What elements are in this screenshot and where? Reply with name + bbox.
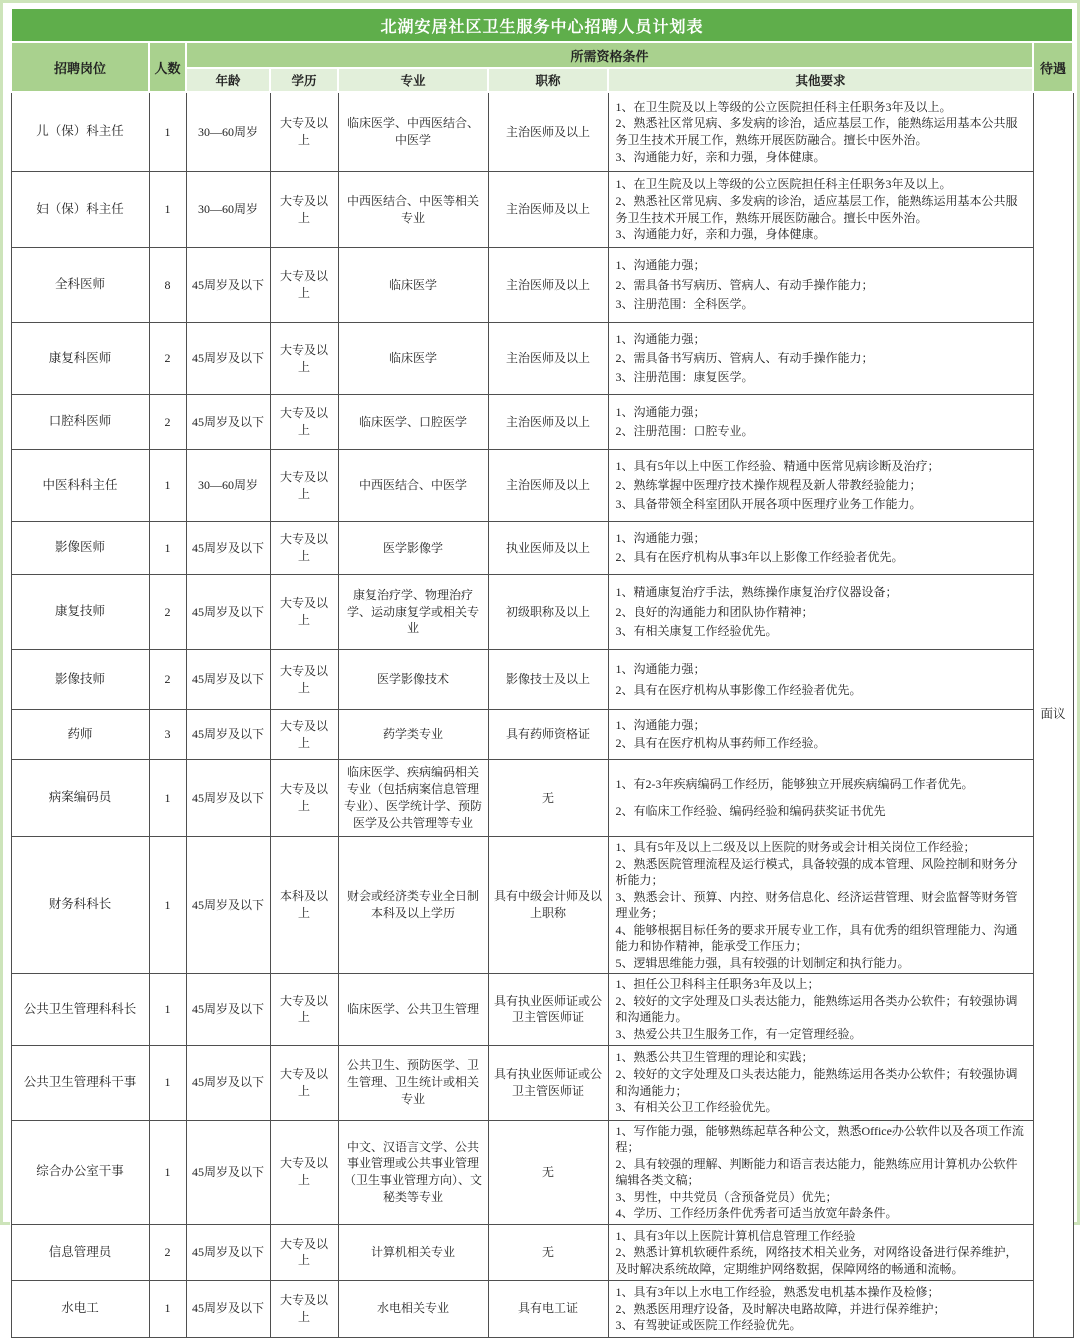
job-title-cell: 具有药师资格证 bbox=[488, 710, 608, 760]
count-cell: 2 bbox=[149, 323, 186, 395]
requirement-line: 1、具有3年以上水电工作经验，熟悉发电机基本操作及检修； bbox=[615, 1285, 940, 1300]
header-row-main bbox=[11, 42, 1073, 68]
requirement-line: 2、较好的文字处理及口头表达能力，能熟练运用各类办公软件；有较强协调和沟通能力。 bbox=[615, 993, 1018, 1025]
requirement-line: 1、沟通能力强； bbox=[615, 531, 706, 546]
requirements-cell bbox=[608, 248, 1033, 323]
table-row bbox=[11, 522, 1073, 575]
job-title-cell: 主治医师及以上 bbox=[488, 395, 608, 450]
table-row bbox=[11, 974, 1073, 1045]
education-cell: 大专及以上 bbox=[270, 1224, 338, 1280]
education-cell: 大专及以上 bbox=[270, 395, 338, 450]
requirement-line: 2、具有在医疗机构从事3年以上影像工作经验者优先。 bbox=[615, 550, 904, 565]
table-row bbox=[11, 1280, 1073, 1337]
education-cell: 大专及以上 bbox=[270, 450, 338, 522]
requirement-line: 4、学历、工作经历条件优秀者可适当放宽年龄条件。 bbox=[615, 1206, 898, 1221]
age-cell: 45周岁及以下 bbox=[186, 760, 270, 837]
position-cell: 康复技师 bbox=[11, 575, 149, 650]
requirement-line: 2、良好的沟通能力和团队协作精神； bbox=[615, 604, 814, 619]
count-cell: 1 bbox=[149, 450, 186, 522]
age-cell: 45周岁及以下 bbox=[186, 248, 270, 323]
count-cell: 2 bbox=[149, 650, 186, 710]
requirement-line: 1、精通康复治疗手法，熟练操作康复治疗仪器设备； bbox=[615, 585, 898, 600]
education-cell: 大专及以上 bbox=[270, 522, 338, 575]
col-header-position: 招聘岗位 bbox=[11, 42, 149, 92]
requirements-cell bbox=[608, 1224, 1033, 1280]
position-cell: 水电工 bbox=[11, 1280, 149, 1337]
position-cell: 口腔科医师 bbox=[11, 395, 149, 450]
major-cell: 康复治疗学、物理治疗学、运动康复学或相关专业 bbox=[338, 575, 488, 650]
job-title-cell: 初级职称及以上 bbox=[488, 575, 608, 650]
education-cell: 大专及以上 bbox=[270, 323, 338, 395]
requirement-line: 1、具有5年以上中医工作经验、精通中医常见病诊断及治疗； bbox=[615, 459, 940, 474]
col-header-count: 人数 bbox=[149, 42, 186, 92]
table-row bbox=[11, 1120, 1073, 1224]
education-cell: 大专及以上 bbox=[270, 1120, 338, 1224]
requirement-line: 3、注册范围：康复医学。 bbox=[615, 370, 754, 385]
requirement-line: 2、注册范围：口腔专业。 bbox=[615, 424, 754, 439]
education-cell: 大专及以上 bbox=[270, 760, 338, 837]
treatment-value: 面议 bbox=[1033, 92, 1073, 1337]
age-cell: 45周岁及以下 bbox=[186, 323, 270, 395]
requirement-line: 2、需具备书写病历、管病人、有动手操作能力； bbox=[615, 277, 874, 292]
requirement-line: 2、需具备书写病历、管病人、有动手操作能力； bbox=[615, 351, 874, 366]
position-cell: 信息管理员 bbox=[11, 1224, 149, 1280]
col-header-job-title: 职称 bbox=[488, 68, 608, 92]
education-cell: 本科及以上 bbox=[270, 837, 338, 974]
requirement-line: 3、有相关公卫工作经验优先。 bbox=[615, 1100, 778, 1115]
table-row bbox=[11, 760, 1073, 837]
position-cell: 公共卫生管理科干事 bbox=[11, 1045, 149, 1120]
education-cell: 大专及以上 bbox=[270, 1280, 338, 1337]
requirements-cell bbox=[608, 450, 1033, 522]
education-cell: 大专及以上 bbox=[270, 172, 338, 248]
position-cell: 药师 bbox=[11, 710, 149, 760]
requirements-cell bbox=[608, 1280, 1033, 1337]
requirements-cell bbox=[608, 650, 1033, 710]
requirement-line: 1、沟通能力强； bbox=[615, 661, 706, 676]
age-cell: 45周岁及以下 bbox=[186, 1224, 270, 1280]
count-cell: 1 bbox=[149, 837, 186, 974]
major-cell: 中西医结合、中医等相关专业 bbox=[338, 172, 488, 248]
requirement-line: 2、熟悉医用理疗设备，及时解决电路故障，并进行保养维护； bbox=[615, 1301, 946, 1316]
requirements-cell bbox=[608, 172, 1033, 248]
major-cell: 中西医结合、中医学 bbox=[338, 450, 488, 522]
requirements-cell bbox=[608, 760, 1033, 837]
education-cell: 大专及以上 bbox=[270, 650, 338, 710]
requirement-line: 1、具有5年及以上二级及以上医院的财务或会计相关岗位工作经验； bbox=[615, 840, 976, 854]
age-cell: 45周岁及以下 bbox=[186, 1120, 270, 1224]
requirement-line: 1、有2-3年疾病编码工作经历，能够独立开展疾病编码工作者优先。 bbox=[615, 777, 974, 792]
recruitment-table bbox=[10, 7, 1074, 1338]
count-cell: 1 bbox=[149, 522, 186, 575]
age-cell: 45周岁及以下 bbox=[186, 710, 270, 760]
education-cell: 大专及以上 bbox=[270, 248, 338, 323]
education-cell: 大专及以上 bbox=[270, 974, 338, 1045]
table-row bbox=[11, 450, 1073, 522]
requirement-line: 2、较好的文字处理及口头表达能力，能熟练运用各类办公软件；有较强协调和沟通能力； bbox=[615, 1067, 1018, 1098]
table-row bbox=[11, 92, 1073, 172]
major-cell: 临床医学、疾病编码相关专业（包括病案信息管理专业）、医学统计学、预防医学及公共管理等专业 bbox=[338, 760, 488, 837]
requirements-cell bbox=[608, 92, 1033, 172]
requirement-line: 1、沟通能力强； bbox=[615, 718, 706, 733]
count-cell: 1 bbox=[149, 92, 186, 172]
requirement-line: 2、熟悉计算机软硬件系统，网络技术相关业务，对网络设备进行保养维护，及时解决系统故障，定期维护网络数据，保障网络的畅通和流畅。 bbox=[615, 1245, 1018, 1276]
requirement-line: 2、熟悉社区常见病、多发病的诊治，适应基层工作，能熟练运用基本公共服务卫生技术开展工作，熟练开展医防融合。擅长中医外治。 bbox=[615, 116, 1018, 147]
job-title-cell: 无 bbox=[488, 1224, 608, 1280]
count-cell: 8 bbox=[149, 248, 186, 323]
requirements-cell bbox=[608, 575, 1033, 650]
job-title-cell: 具有电工证 bbox=[488, 1280, 608, 1337]
col-header-other-requirements: 其他要求 bbox=[608, 68, 1033, 92]
major-cell: 临床医学、口腔医学 bbox=[338, 395, 488, 450]
table-row bbox=[11, 575, 1073, 650]
position-cell: 中医科科主任 bbox=[11, 450, 149, 522]
requirement-line: 3、沟通能力好，亲和力强，身体健康。 bbox=[615, 149, 826, 164]
table-row bbox=[11, 1224, 1073, 1280]
age-cell: 45周岁及以下 bbox=[186, 1280, 270, 1337]
requirement-line: 1、写作能力强，能够熟练起草各种公文，熟悉Office办公软件以及各项工作流程； bbox=[615, 1123, 1024, 1155]
position-cell: 全科医师 bbox=[11, 248, 149, 323]
requirement-line: 4、能够根据目标任务的要求开展专业工作，具有优秀的组织管理能力、沟通能力和协作精神，能承受工作压力； bbox=[615, 922, 1018, 954]
position-cell: 影像医师 bbox=[11, 522, 149, 575]
age-cell: 45周岁及以下 bbox=[186, 522, 270, 575]
age-cell: 45周岁及以下 bbox=[186, 837, 270, 974]
requirement-line: 2、具有在医疗机构从事药师工作经验。 bbox=[615, 736, 826, 751]
requirement-line: 2、有临床工作经验、编码经验和编码获奖证书优先 bbox=[615, 804, 886, 819]
requirements-cell bbox=[608, 1045, 1033, 1120]
job-title-cell: 主治医师及以上 bbox=[488, 248, 608, 323]
requirement-line: 1、沟通能力强； bbox=[615, 258, 706, 273]
col-header-education: 学历 bbox=[270, 68, 338, 92]
requirements-cell bbox=[608, 395, 1033, 450]
table-row bbox=[11, 323, 1073, 395]
requirement-line: 1、担任公卫科科主任职务3年及以上； bbox=[615, 977, 820, 992]
requirement-line: 2、熟悉医院管理流程及运行模式，具备较强的成本管理、风险控制和财务分析能力； bbox=[615, 856, 1018, 888]
job-title-cell: 主治医师及以上 bbox=[488, 92, 608, 172]
job-title-cell: 具有执业医师证或公卫主管医师证 bbox=[488, 1045, 608, 1120]
requirement-line: 2、具有较强的理解、判断能力和语言表达能力，能熟练应用计算机办公软件编辑各类文稿； bbox=[615, 1156, 1018, 1188]
table-row bbox=[11, 650, 1073, 710]
major-cell: 公共卫生、预防医学、卫生管理、卫生统计或相关专业 bbox=[338, 1045, 488, 1120]
position-cell: 康复科医师 bbox=[11, 323, 149, 395]
requirements-cell bbox=[608, 974, 1033, 1045]
major-cell: 中文、汉语言文学、公共事业管理或公共事业管理（卫生事业管理方向）、文秘类等专业 bbox=[338, 1120, 488, 1224]
education-cell: 大专及以上 bbox=[270, 710, 338, 760]
requirements-cell bbox=[608, 837, 1033, 974]
count-cell: 3 bbox=[149, 710, 186, 760]
requirements-cell bbox=[608, 323, 1033, 395]
count-cell: 1 bbox=[149, 1120, 186, 1224]
job-title-cell: 主治医师及以上 bbox=[488, 450, 608, 522]
requirement-line: 1、沟通能力强； bbox=[615, 404, 706, 419]
table-row bbox=[11, 395, 1073, 450]
major-cell: 临床医学 bbox=[338, 323, 488, 395]
requirement-line: 1、在卫生院及以上等级的公立医院担任科主任职务3年及以上。 bbox=[615, 177, 952, 192]
requirement-line: 2、具有在医疗机构从事影像工作经验者优先。 bbox=[615, 682, 862, 697]
requirement-line: 3、男性，中共党员（含预备党员）优先； bbox=[615, 1189, 838, 1204]
requirement-line: 3、热爱公共卫生服务工作，有一定管理经验。 bbox=[615, 1027, 862, 1042]
job-title-cell: 具有执业医师证或公卫主管医师证 bbox=[488, 974, 608, 1045]
count-cell: 1 bbox=[149, 974, 186, 1045]
col-header-age: 年龄 bbox=[186, 68, 270, 92]
count-cell: 1 bbox=[149, 760, 186, 837]
major-cell: 药学类专业 bbox=[338, 710, 488, 760]
requirement-line: 2、熟悉社区常见病、多发病的诊治，适应基层工作，能熟练运用基本公共服务卫生技术开展工作，熟练开展医防融合。擅长中医外治。 bbox=[615, 193, 1018, 225]
requirement-line: 3、沟通能力好，亲和力强，身体健康。 bbox=[615, 227, 826, 242]
requirement-line: 1、熟悉公共卫生管理的理论和实践； bbox=[615, 1050, 814, 1065]
major-cell: 临床医学 bbox=[338, 248, 488, 323]
job-title-cell: 执业医师及以上 bbox=[488, 522, 608, 575]
major-cell: 临床医学、公共卫生管理 bbox=[338, 974, 488, 1045]
requirement-line: 3、注册范围：全科医学。 bbox=[615, 297, 754, 312]
position-cell: 病案编码员 bbox=[11, 760, 149, 837]
requirement-line: 5、逻辑思维能力强，具有较强的计划制定和执行能力。 bbox=[615, 955, 910, 970]
position-cell: 综合办公室干事 bbox=[11, 1120, 149, 1224]
age-cell: 45周岁及以下 bbox=[186, 650, 270, 710]
age-cell: 30—60周岁 bbox=[186, 172, 270, 248]
major-cell: 医学影像学 bbox=[338, 522, 488, 575]
count-cell: 2 bbox=[149, 1224, 186, 1280]
count-cell: 2 bbox=[149, 395, 186, 450]
age-cell: 45周岁及以下 bbox=[186, 974, 270, 1045]
age-cell: 30—60周岁 bbox=[186, 92, 270, 172]
table-row bbox=[11, 1045, 1073, 1120]
major-cell: 财会或经济类专业全日制本科及以上学历 bbox=[338, 837, 488, 974]
table-row bbox=[11, 710, 1073, 760]
col-header-treatment: 待遇 bbox=[1033, 42, 1073, 92]
count-cell: 1 bbox=[149, 172, 186, 248]
requirements-cell bbox=[608, 710, 1033, 760]
education-cell: 大专及以上 bbox=[270, 1045, 338, 1120]
requirements-cell bbox=[608, 1120, 1033, 1224]
position-cell: 影像技师 bbox=[11, 650, 149, 710]
requirement-line: 3、具备带领全科室团队开展各项中医理疗业务工作能力。 bbox=[615, 497, 922, 512]
table-row bbox=[11, 248, 1073, 323]
count-cell: 1 bbox=[149, 1045, 186, 1120]
requirement-line: 1、在卫生院及以上等级的公立医院担任科主任职务3年及以上。 bbox=[615, 99, 952, 114]
major-cell: 计算机相关专业 bbox=[338, 1224, 488, 1280]
title-row bbox=[11, 8, 1073, 42]
page-title: 北湖安居社区卫生服务中心招聘人员计划表 bbox=[11, 8, 1073, 42]
requirement-line: 3、熟悉会计、预算、内控、财务信息化、经济运营管理、财会监督等财务管理业务； bbox=[615, 889, 1018, 921]
count-cell: 2 bbox=[149, 575, 186, 650]
requirement-line: 2、熟练掌握中医理疗技术操作规程及新人带教经验能力； bbox=[615, 478, 922, 493]
major-cell: 水电相关专业 bbox=[338, 1280, 488, 1337]
requirements-cell bbox=[608, 522, 1033, 575]
job-title-cell: 主治医师及以上 bbox=[488, 323, 608, 395]
age-cell: 45周岁及以下 bbox=[186, 575, 270, 650]
position-cell: 儿（保）科主任 bbox=[11, 92, 149, 172]
position-cell: 妇（保）科主任 bbox=[11, 172, 149, 248]
education-cell: 大专及以上 bbox=[270, 575, 338, 650]
job-title-cell: 无 bbox=[488, 1120, 608, 1224]
job-title-cell: 影像技士及以上 bbox=[488, 650, 608, 710]
position-cell: 财务科科长 bbox=[11, 837, 149, 974]
position-cell: 公共卫生管理科科长 bbox=[11, 974, 149, 1045]
table-row bbox=[11, 172, 1073, 248]
table-row bbox=[11, 837, 1073, 974]
age-cell: 45周岁及以下 bbox=[186, 395, 270, 450]
job-title-cell: 无 bbox=[488, 760, 608, 837]
education-cell: 大专及以上 bbox=[270, 92, 338, 172]
age-cell: 45周岁及以下 bbox=[186, 1045, 270, 1120]
count-cell: 1 bbox=[149, 1280, 186, 1337]
requirement-line: 1、具有3年以上医院计算机信息管理工作经验 bbox=[615, 1228, 856, 1243]
job-title-cell: 具有中级会计师及以上职称 bbox=[488, 837, 608, 974]
col-header-qualifications: 所需资格条件 bbox=[186, 42, 1033, 68]
major-cell: 临床医学、中西医结合、中医学 bbox=[338, 92, 488, 172]
col-header-major: 专业 bbox=[338, 68, 488, 92]
requirement-line: 3、有相关康复工作经验优先。 bbox=[615, 624, 778, 639]
requirement-line: 3、有驾驶证或医院工作经验优先。 bbox=[615, 1318, 802, 1333]
major-cell: 医学影像技术 bbox=[338, 650, 488, 710]
age-cell: 30—60周岁 bbox=[186, 450, 270, 522]
job-title-cell: 主治医师及以上 bbox=[488, 172, 608, 248]
requirement-line: 1、沟通能力强； bbox=[615, 332, 706, 347]
